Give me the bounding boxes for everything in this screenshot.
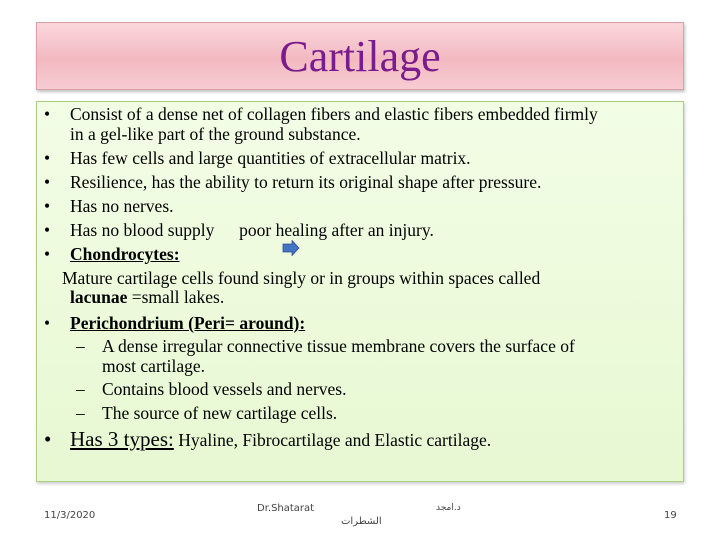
footer-author: Dr.Shatarat — [257, 503, 315, 514]
bullet-text: Hyaline, Fibrocartilage and Elastic cartilage. — [173, 430, 492, 450]
bullet-continuation: Mature cartilage cells found singly or in groups within spaces called — [62, 268, 541, 288]
dash-marker: – — [76, 336, 85, 356]
footer-arabic-name: د.امجد — [436, 503, 461, 513]
bullet-text: Consist of a dense net of collagen fibers and elastic fibers embedded firmly — [70, 104, 598, 124]
bullet-text: Resilience, has the ability to return its original shape after pressure. — [70, 172, 542, 192]
sub-bullet-item — [76, 379, 347, 399]
bullet-heading: Perichondrium (Peri= around): — [70, 313, 306, 333]
bullet-marker: • — [44, 220, 51, 240]
bullet-item — [44, 220, 434, 240]
bullet-item — [44, 104, 598, 124]
term-lacunae: lacunae — [70, 287, 128, 307]
bullet-item — [44, 172, 542, 192]
bullet-marker: • — [44, 172, 51, 192]
bullet-item — [44, 244, 180, 264]
bullet-marker: • — [44, 427, 52, 451]
bullet-marker: • — [44, 148, 51, 168]
bullet-continuation: in a gel-like part of the ground substance. — [70, 124, 361, 144]
page-number: 19 — [664, 510, 677, 521]
term-definition: =small lakes. — [127, 287, 225, 307]
sub-bullet-item — [76, 336, 575, 356]
dash-marker: – — [76, 379, 85, 399]
bullet-item — [44, 148, 471, 168]
bullet-marker: • — [44, 244, 51, 264]
bullet-marker: • — [44, 313, 51, 333]
bullet-text: Has no blood supply — [70, 220, 215, 240]
sub-bullet-text: A dense irregular connective tissue membrane covers the surface of — [102, 336, 575, 356]
dash-marker: – — [76, 403, 85, 423]
bullet-marker: • — [44, 104, 51, 124]
sub-bullet-text: Contains blood vessels and nerves. — [102, 379, 347, 399]
bullet-text: poor healing after an injury. — [239, 220, 434, 240]
bullet-item — [44, 313, 306, 333]
slide-title: Cartilage — [279, 31, 441, 81]
title-banner — [36, 22, 684, 90]
bullet-heading: Chondrocytes: — [70, 244, 180, 264]
right-arrow-icon — [282, 240, 300, 256]
footer-arabic-surname: الشطرات — [341, 516, 382, 527]
bullet-text: Has few cells and large quantities of extracellular matrix. — [70, 148, 471, 168]
sub-bullet-text: The source of new cartilage cells. — [102, 403, 338, 423]
bullet-item — [44, 196, 174, 216]
bullet-marker: • — [44, 196, 51, 216]
sub-bullet-item — [76, 403, 338, 423]
sub-bullet-continuation: most cartilage. — [102, 356, 206, 376]
bullet-heading: Has 3 types: — [70, 427, 174, 451]
bullet-item — [44, 427, 492, 451]
footer-date: 11/3/2020 — [44, 510, 96, 521]
bullet-continuation — [70, 287, 224, 307]
bullet-text: Has no nerves. — [70, 196, 174, 216]
